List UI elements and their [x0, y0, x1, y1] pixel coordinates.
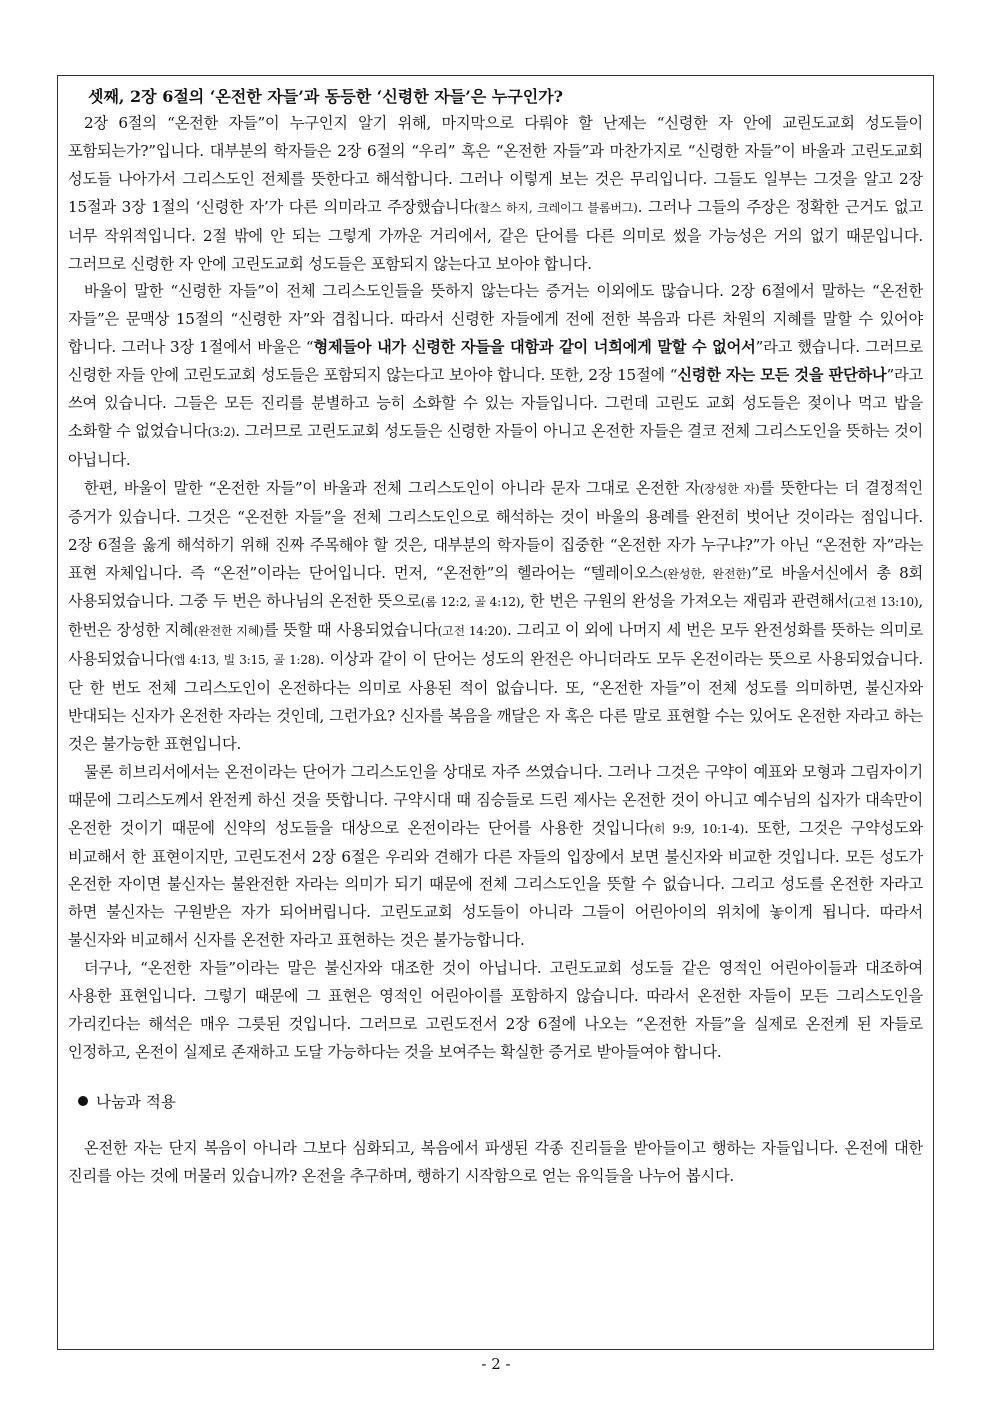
- reference-note: (고전 14:20): [437, 624, 507, 639]
- text-run: , 한 번은 구원의 완성을 가져오는 재림과 관련해서: [520, 592, 850, 611]
- text-run: 한편, 바울이 말한 “온전한 자들”이 바울과 전체 그리스도인이 아니라 문자 그대로 온전한 자: [84, 478, 700, 497]
- paragraph-1: [68, 110, 923, 278]
- reference-note: (완전한 지혜): [193, 624, 264, 639]
- reference-note: (3:2): [207, 424, 236, 439]
- sharing-title: 나눔과 적용: [96, 1092, 176, 1111]
- text-run: 를 뜻할 때 사용되었습니다: [263, 621, 438, 640]
- text-run: . 이상과 같이 이 단어는 성도의 완전은 아니더라도 모두 온전이라는 뜻으로 사용되었습니다. 단 한 번도 전체 그리스도인이 온전하다는 의미로 사용된 적이 없습니다. 또, “온전한 자들”이 전체 성도를 의미하면, 불신자와 반대되는 신자가 온전한 자라는 것인데, 그런가요? 신자를 복음을 깨달은 자 혹은 다른 말로 표현할 수는 있어도 온전한 자라고 하는 것은 불가능한 표현입니다.: [68, 650, 923, 753]
- text-run: , 한번은 장성한 지혜: [68, 592, 924, 640]
- reference-note: (엡 4:13, 빌 3:15, 골 1:28): [169, 653, 320, 668]
- reference-note: (완성한, 완전한): [662, 566, 752, 581]
- text-run: 바울이 말한 “신령한 자들”이 전체 그리스도인들을 뜻하지 않는다는 증거는 이외에도 많습니다. 2장 6절에서 말하는 “온전한 자들”은 문맥상 15절의 “신령한 자”와 겹칩니다. 따라서 신령한 자들에게 전에 전한 복음과 다른 차원의 지혜를 말할 수 있어야 합니다. 그러나 3장 1절에서 바울은 “: [68, 282, 923, 357]
- paragraph-2: [68, 278, 923, 474]
- content-frame: [57, 75, 934, 1350]
- text-run: . 그러나 그들의 주장은 정확한 근거도 없고 너무 작위적입니다. 2절 밖에 안 되는 그렇게 가까운 거리에서, 같은 단어를 다른 의미로 썼을 가능성은 거의 없기 때문입니다. 그러므로 신령한 자 안에 고린도교회 성도들은 포함되지 않는다고 보아야 합니다.: [68, 197, 923, 273]
- sharing-paragraph: 온전한 자는 단지 복음이 아니라 그보다 심화되고, 복음에서 파생된 각종 진리들을 받아들이고 행하는 자들입니다. 온전에 대한 진리를 아는 것에 머물러 있습니까? 온전을 추구하며, 행하기 시작함으로 얻는 유익들을 나누어 봅시다.: [68, 1138, 923, 1185]
- text-run: . 그리고 이 외에 나머지 세 번은 모두 완전성화를 뜻하는 의미로 사용되었습니다: [68, 621, 923, 669]
- text-run: ”로 바울서신에서 총 8회 사용되었습니다. 그중 두 번은 하나님의 온전한 뜻으로: [68, 563, 923, 611]
- text-run: 물론 히브리서에서는 온전이라는 단어가 그리스도인을 상대로 자주 쓰였습니다. 그러나 그것은 구약이 예표와 모형과 그림자이기 때문에 그리스도께서 완전케 하신 것을 뜻합니다. 구약시대 때 짐승들로 드린 제사는 온전한 것이 아니고 예수님의 십자가 대속만이 온전한 것이기 때문에 신약의 성도들을 대상으로 온전이라는 단어를 사용한 것입니다: [68, 762, 923, 837]
- text-run: 를 뜻한다는 더 결정적인 증거가 있습니다. 그것은 “온전한 자들”을 전체 그리스도인으로 해석하는 것이 바울의 용례를 완전히 벗어난 것이라는 점입니다. 2장 6절을 옳게 해석하기 위해 진짜 주목해야 할 것은, 대부분의 학자들이 집중한 “온전한 자가 누구냐?”가 아닌 “온전한 자”라는 표현 자체입니다. 즉 “온전”이라는 단어입니다. 먼저, “온전한”의 헬라어는 “텔레이오스: [68, 478, 923, 582]
- bullet-icon: [78, 1096, 88, 1106]
- text-run: ”라고 했습니다. 그러므로 신령한 자들 안에 고린도교회 성도들은 포함되지 않는다고 보아야 합니다. 또한, 2장 15절에 “: [68, 338, 923, 385]
- bold-quote: 신령한 자는 모든 것을 판단하나: [677, 366, 887, 385]
- reference-note: (찰스 하지, 크레이그 블롬버그): [474, 200, 638, 215]
- reference-note: (장성한 자): [699, 481, 760, 496]
- paragraph-5: 더구나, “온전한 자들”이라는 말은 불신자와 대조한 것이 아닙니다. 고린도교회 성도들 같은 영적인 어린아이들과 대조하여 사용한 표현입니다. 그렇기 때문에 그 표현은 영적인 어린아이를 포함하지 않습니다. 따라서 온전한 자들이 모든 그리스도인을 가리킨다는 해석은 매우 그릇된 것입니다. 그러므로 고린도전서 2장 6절에 나오는 “온전한 자들”을 실제로 온전케 된 자들로 인정하고, 온전이 실제로 존재하고 도달 가능하다는 것을 보여주는 확실한 증거로 받아들여야 합니다.: [68, 959, 923, 1061]
- paragraph-4: [68, 759, 923, 955]
- text-run: 2장 6절의 “온전한 자들”이 누구인지 알기 위해, 마지막으로 다뤄야 할 난제는 “신령한 자 안에 교린도교회 성도들이 포함되는가?”입니다. 대부분의 학자들은 2장 6절의 “우리” 혹은 “온전한 자들”과 마찬가지로 “신령한 자들”이 바울과 고린도교회 성도들 나아가서 그리스도인 전체를 뜻한다고 해석합니다. 그러나 이렇게 보는 것은 무리입니다. 그들도 일부는 그것을 알고 2장 15절과 3장 1절의 ‘신령한 자’가 다른 의미라고 주장했습니다: [68, 114, 923, 216]
- content-body: [68, 84, 923, 1191]
- paragraph-3: [68, 475, 923, 759]
- sharing-section-heading: [68, 1089, 923, 1115]
- reference-note: (롬 12:2, 골 4:12): [420, 595, 521, 610]
- text-run: . 그러므로 고린도교회 성도들은 신령한 자들이 아니고 온전한 자들은 결코 전체 그리스도인을 뜻하는 것이 아닙니다.: [68, 421, 924, 469]
- page-number: - 2 -: [481, 1355, 511, 1373]
- text-run: ”라고 쓰여 있습니다. 그들은 모든 진리를 분별하고 능히 소화할 수 있는 자들입니다. 그런데 고린도 교회 성도들은 젖이나 먹고 밥을 소화할 수 없었습니다: [68, 366, 923, 440]
- bold-quote: 형제들아 내가 신령한 자들을 대함과 같이 너희에게 말할 수 없어서: [313, 338, 756, 357]
- reference-note: (고전 13:10): [849, 595, 919, 610]
- text-run: . 또한, 그것은 구약성도와 비교해서 한 표현이지만, 고린도전서 2장 6절은 우리와 견해가 다른 자들의 입장에서 보면 불신자와 비교한 것입니다. 모든 성도가 온전한 자이면 불신자는 불완전한 자라는 의미가 되기 때문에 전체 그리스도인을 뜻할 수 없습니다. 그리고 성도를 온전한 자라고 하면 불신자는 구원받은 자가 되어버립니다. 고린도교회 성도들이 아니라 그들이 어린아이의 위치에 놓이게 됩니다. 따라서 불신자와 비교해서 신자를 온전한 자라고 표현하는 것은 불가능합니다.: [68, 818, 923, 950]
- section-heading: 셋째, 2장 6절의 ‘온전한 자들’과 동등한 ‘신령한 자들’은 누구인가?: [88, 87, 563, 106]
- reference-note: (히 9:9, 10:1-4): [649, 821, 745, 836]
